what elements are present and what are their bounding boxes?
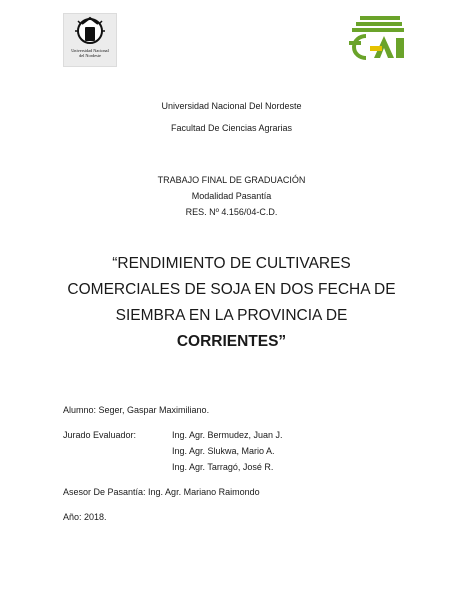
faculty-name: Facultad De Ciencias Agrarias bbox=[170, 123, 293, 133]
jury-member: Ing. Agr. Tarragó, José R. bbox=[172, 462, 274, 472]
advisor: Asesor De Pasantía: Ing. Agr. Mariano Raimondo bbox=[63, 487, 260, 497]
work-type: TRABAJO FINAL DE GRADUACIÓN bbox=[157, 175, 306, 185]
thesis-title-line-3: SIEMBRA EN LA PROVINCIA DE bbox=[115, 307, 348, 324]
university-name: Universidad Nacional Del Nordeste bbox=[161, 101, 302, 111]
svg-text:Universidad Nacional: Universidad Nacional bbox=[71, 48, 109, 53]
year: Año: 2018. bbox=[63, 512, 107, 522]
work-modality: Modalidad Pasantía bbox=[191, 191, 272, 201]
thesis-title-line-1: “RENDIMIENTO DE CULTIVARES bbox=[112, 255, 351, 272]
university-seal-icon bbox=[63, 13, 117, 67]
jury-label: Jurado Evaluador: bbox=[63, 430, 137, 440]
thesis-title-line-4: CORRIENTES” bbox=[176, 333, 287, 350]
work-resolution: RES. Nº 4.156/04-C.D. bbox=[185, 207, 278, 217]
jury-member: Ing. Agr. Slukwa, Mario A. bbox=[172, 446, 275, 456]
thesis-title-line-2: COMERCIALES DE SOJA EN DOS FECHA DE bbox=[67, 281, 396, 298]
student-name: Alumno: Seger, Gaspar Maximiliano. bbox=[63, 405, 210, 415]
svg-text:del Nordeste: del Nordeste bbox=[79, 53, 101, 58]
fca-logo-icon bbox=[346, 14, 410, 60]
jury-member: Ing. Agr. Bermudez, Juan J. bbox=[172, 430, 283, 440]
